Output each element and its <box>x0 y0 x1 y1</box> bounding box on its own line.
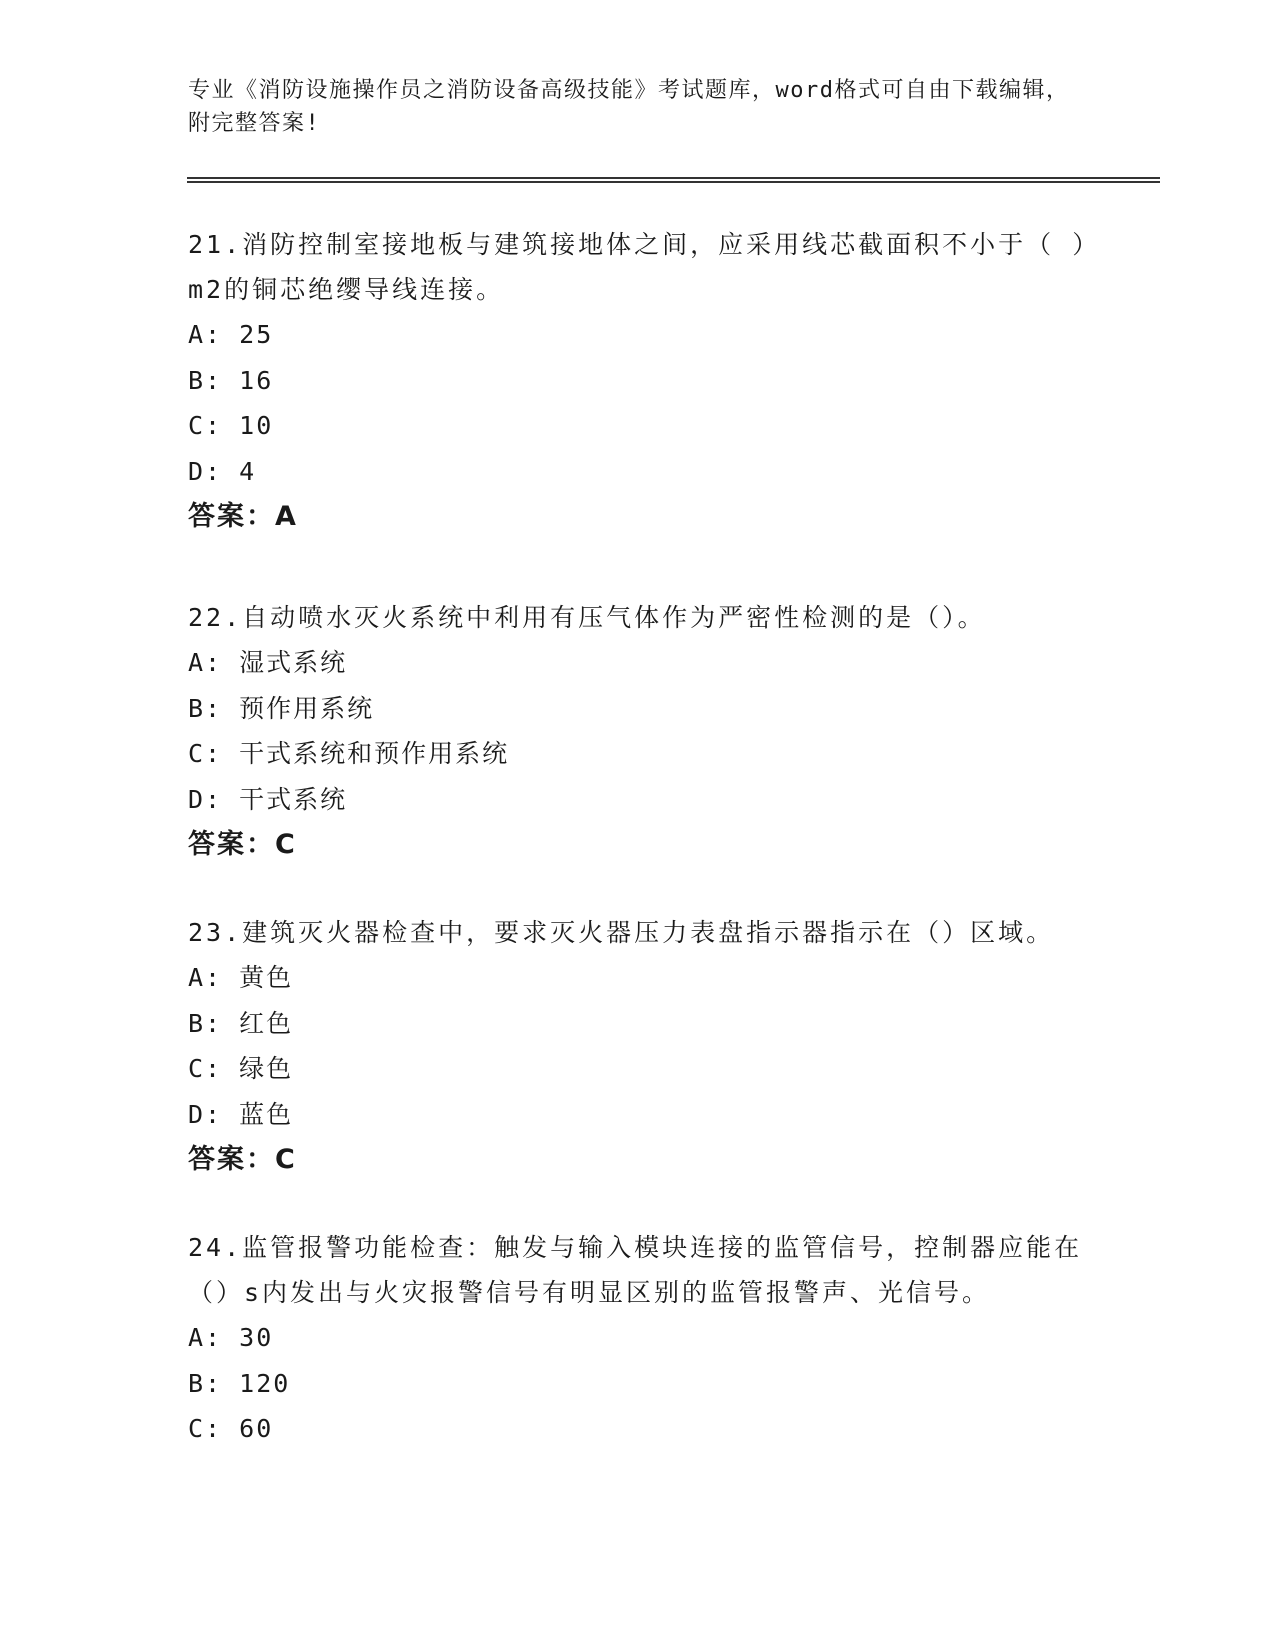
option-b: B: 120 <box>188 1368 291 1398</box>
document-header: 专业《消防设施操作员之消防设备高级技能》考试题库，word格式可自由下载编辑，附完整答案! <box>188 78 1070 136</box>
question-21 <box>188 222 1088 540</box>
answer-label: 答案：C <box>188 1144 297 1175</box>
option-a: A: 30 <box>188 1323 274 1352</box>
answer-label: 答案：C <box>188 829 297 860</box>
option-d: D: 蓝色 <box>188 1099 294 1129</box>
option-c: C: 10 <box>188 411 274 440</box>
option-d: D: 干式系统 <box>188 784 348 814</box>
option-b: B: 红色 <box>188 1008 294 1038</box>
option-d: D: 4 <box>188 456 257 486</box>
option-c: C: 干式系统和预作用系统 <box>188 739 510 768</box>
option-c: C: 绿色 <box>188 1054 294 1083</box>
question-24 <box>188 1225 1088 1452</box>
option-a: A: 湿式系统 <box>188 648 348 677</box>
answer-label: 答案：A <box>188 501 298 532</box>
header-divider <box>187 177 1160 183</box>
option-c: C: 60 <box>188 1414 274 1443</box>
question-22 <box>188 595 1088 868</box>
option-b: B: 预作用系统 <box>188 693 375 723</box>
question-23 <box>188 910 1088 1183</box>
option-b: B: 16 <box>188 365 274 395</box>
question-text: 22.自动喷水灭火系统中利用有压气体作为严密性检测的是（）。 <box>188 603 986 632</box>
question-text: 23.建筑灭火器检查中，要求灭火器压力表盘指示器指示在（）区域。 <box>188 918 1055 947</box>
question-text: 21.消防控制室接地板与建筑接地体之间，应采用线芯截面积不小于（ ）m2的铜芯绝缨导线连接。 <box>188 230 1088 304</box>
option-a: A: 黄色 <box>188 963 294 992</box>
option-a: A: 25 <box>188 320 274 349</box>
question-text: 24.监管报警功能检查：触发与输入模块连接的监管信号，控制器应能在（）s内发出与火灾报警信号有明显区别的监管报警声、光信号。 <box>188 1233 1083 1307</box>
